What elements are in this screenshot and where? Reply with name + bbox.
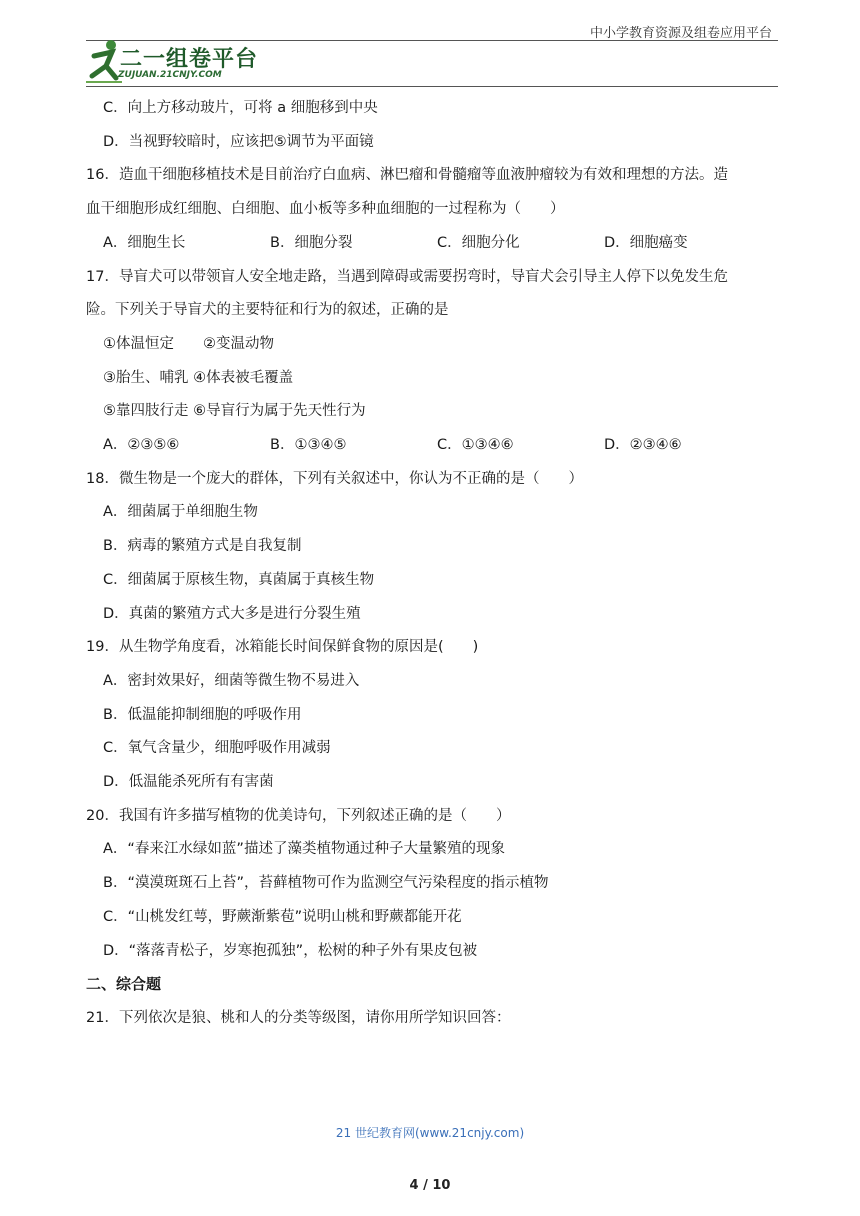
logo-text: 二一组卷平台: [120, 47, 259, 72]
answer-option: A．密封效果好，细菌等微生物不易进入: [103, 672, 360, 689]
question-text: 21．下列依次是狼、桃和人的分类等级图，请你用所学知识回答：: [86, 1009, 511, 1026]
answer-option: B．细胞分裂: [270, 234, 353, 251]
answer-option: C．氧气含量少，细胞呼吸作用减弱: [103, 740, 331, 757]
answer-option: D．当视野较暗时，应该把⑤调节为平面镜: [103, 133, 374, 150]
answer-option: D．低温能杀死所有有害菌: [103, 774, 274, 791]
answer-option: D．真菌的繁殖方式大多是进行分裂生殖: [103, 605, 361, 622]
exam-content: [86, 92, 786, 1036]
answer-options-row: [86, 429, 786, 463]
footer-site: 21 世纪教育网(www.21cnjy.com): [335, 1126, 525, 1140]
logo-subtext: ZUJUAN.21CNJY.COM: [118, 70, 222, 80]
answer-option: A．细胞生长: [103, 234, 186, 251]
answer-option: C．向上方移动玻片，可将 a 细胞移到中央: [103, 100, 378, 116]
answer-option: D．“落落青松子，岁寒抱孤独”，松树的种子外有果皮包被: [103, 942, 478, 959]
platform-name: 中小学教育资源及组卷应用平台: [589, 26, 772, 41]
question-text: 16．造血干细胞移植技术是目前治疗白血病、淋巴瘤和骨髓瘤等血液肿瘤较为有效和理想的方法。造: [86, 167, 728, 184]
answer-option: B．“漠漠斑斑石上苔”，苔藓植物可作为监测空气污染程度的指示植物: [103, 875, 549, 892]
answer-option: A．细菌属于单细胞生物: [103, 504, 258, 521]
question-text: 险。下列关于导盲犬的主要特征和行为的叙述，正确的是: [86, 302, 449, 319]
answer-option: C．细菌属于原核生物，真菌属于真核生物: [103, 571, 375, 588]
answer-option: C．①③④⑥: [437, 437, 514, 454]
answer-option: B．①③④⑤: [270, 437, 347, 454]
question-text: 17．导盲犬可以带领盲人安全地走路，当遇到障碍或需要拐弯时，导盲犬会引导主人停下以免发生危: [86, 268, 728, 285]
answer-option: C．“山桃发红萼，野蕨渐紫苞”说明山桃和野蕨都能开花: [103, 908, 462, 925]
statement-line: ①体温恒定 ②变温动物: [103, 335, 274, 352]
header-divider-lower: [86, 86, 778, 87]
answer-option: B．低温能抑制细胞的呼吸作用: [103, 706, 302, 723]
answer-option: A．②③⑤⑥: [103, 437, 180, 454]
answer-option: C．细胞分化: [437, 234, 520, 251]
answer-option: B．病毒的繁殖方式是自我复制: [103, 538, 302, 555]
statement-line: ③胎生、哺乳 ④体表被毛覆盖: [103, 369, 294, 386]
answer-option: D．细胞癌变: [604, 234, 688, 251]
section-heading: 二、综合题: [86, 975, 162, 994]
question-text: 血干细胞形成红细胞、白细胞、血小板等多种血细胞的一过程称为（ ）: [86, 201, 565, 218]
question-text: 19．从生物学角度看，冰箱能长时间保鲜食物的原因是( ): [86, 639, 479, 656]
answer-options-row: [86, 227, 786, 261]
page-number: 4 / 10: [409, 1178, 451, 1193]
answer-option: D．②③④⑥: [604, 437, 682, 454]
question-text: 18．微生物是一个庞大的群体，下列有关叙述中，你认为不正确的是（ ）: [86, 470, 583, 487]
answer-option: A．“春来江水绿如蓝”描述了藻类植物通过种子大量繁殖的现象: [103, 841, 505, 858]
statement-line: ⑤靠四肢行走 ⑥导盲行为属于先天性行为: [103, 403, 366, 420]
question-text: 20．我国有许多描写植物的优美诗句，下列叙述正确的是（ ）: [86, 807, 511, 824]
